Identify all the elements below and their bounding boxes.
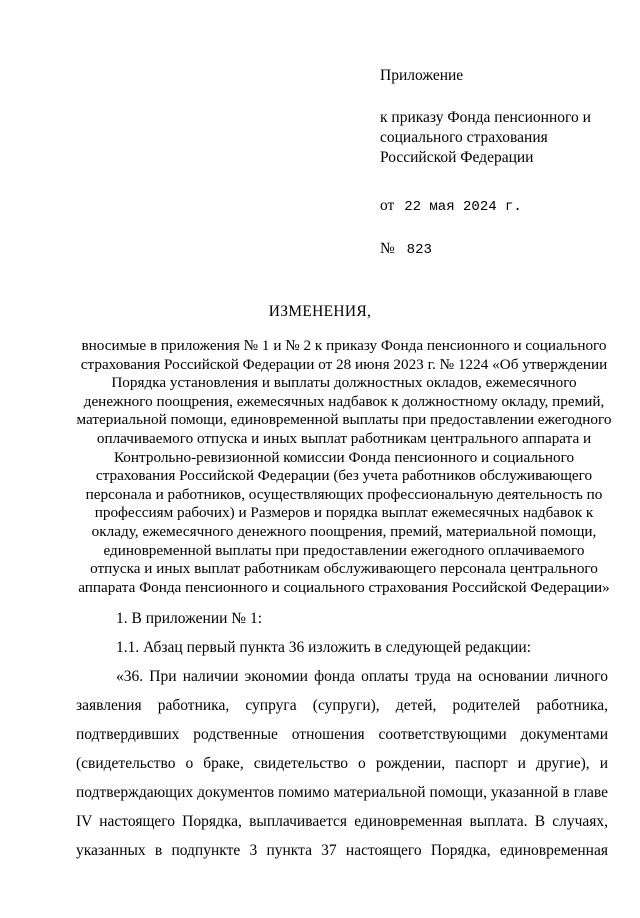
appendix-header xyxy=(380,66,620,260)
paragraph-item-1-1: 1.1. Абзац первый пункта 36 изложить в следующей редакции: xyxy=(116,639,532,656)
subtitle-line: отпуска и иных выплат работникам обслуживающего персонала центрального xyxy=(90,560,598,578)
subtitle-line: персонала и работников, осуществляющих профессиональную деятельность по xyxy=(85,485,603,503)
subtitle-line: Порядка установления и выплаты должностных окладов, ежемесячного xyxy=(111,374,577,392)
subtitle-line: окладу, ежемесячного денежного поощрения, премий, материальной помощи, xyxy=(91,522,597,540)
subtitle-line: материальной помощи, единовременной выплаты при предоставлении ежегодного xyxy=(76,411,612,429)
document-title: ИЗМЕНЕНИЯ, xyxy=(268,303,372,320)
date-prefix: от xyxy=(380,197,395,214)
paragraph-line: указанных в подпункте 3 пункта 37 настоящего Порядка, единовременная xyxy=(76,842,608,859)
paragraph-line: подтвердивших родственные отношения соответствующими документами xyxy=(76,726,608,743)
number-prefix: № xyxy=(380,240,395,257)
paragraph-line: подтверждающих документов помимо материальной помощи, указанной в главе xyxy=(76,784,608,801)
paragraph-line: заявления работника, супруга (супруги), детей, родителей работника, xyxy=(76,697,608,714)
appendix-order-line: социального страхования xyxy=(380,129,548,146)
number-value: 823 xyxy=(406,242,432,258)
document-body xyxy=(76,604,608,865)
subtitle-line: единовременной выплаты при предоставлении ежегодного оплачиваемого xyxy=(103,541,585,559)
subtitle-line: оплачиваемого отпуска и иных выплат работникам центрального аппарата и xyxy=(96,429,592,447)
subtitle-line: вносимые в приложения № 1 и № 2 к приказу Фонда пенсионного и социального xyxy=(81,337,607,354)
paragraph-item-36 xyxy=(76,662,608,865)
subtitle-line: страхования Российской Федерации от 28 июня 2023 г. № 1224 «Об утверждении xyxy=(80,355,608,373)
appendix-heading: Приложение xyxy=(380,67,464,84)
subtitle-line: денежного поощрения, ежемесячных надбавок к должностному окладу, премий, xyxy=(83,392,605,410)
paragraph-item-1: 1. В приложении № 1: xyxy=(116,610,263,627)
subtitle-line: профессиям рабочих) и Размеров и порядка выплат ежемесячных надбавок к xyxy=(94,504,594,522)
appendix-order-line: Российской Федерации xyxy=(380,149,534,166)
subtitle-line: аппарата Фонда пенсионного и социального страхования Российской Федерации» xyxy=(78,578,610,596)
appendix-order-line: к приказу Фонда пенсионного и xyxy=(380,109,591,126)
date-value: 22 мая 2024 г. xyxy=(404,199,522,215)
appendix-number xyxy=(380,239,620,260)
paragraph-line: «36. При наличии экономии фонда оплаты труда на основании личного xyxy=(116,668,608,685)
appendix-date xyxy=(380,196,620,217)
paragraph-line: (свидетельство о браке, свидетельство о рождении, паспорт и другие), и xyxy=(76,755,608,772)
subtitle-line: страхования Российской Федерации (без учета работников обслуживающего xyxy=(95,467,593,485)
subtitle-line: Контрольно-ревизионной комиссии Фонда пенсионного и социального xyxy=(113,448,575,466)
paragraph-line: IV настоящего Порядка, выплачивается единовременная выплата. В случаях, xyxy=(76,813,608,830)
document-subtitle xyxy=(72,337,616,597)
